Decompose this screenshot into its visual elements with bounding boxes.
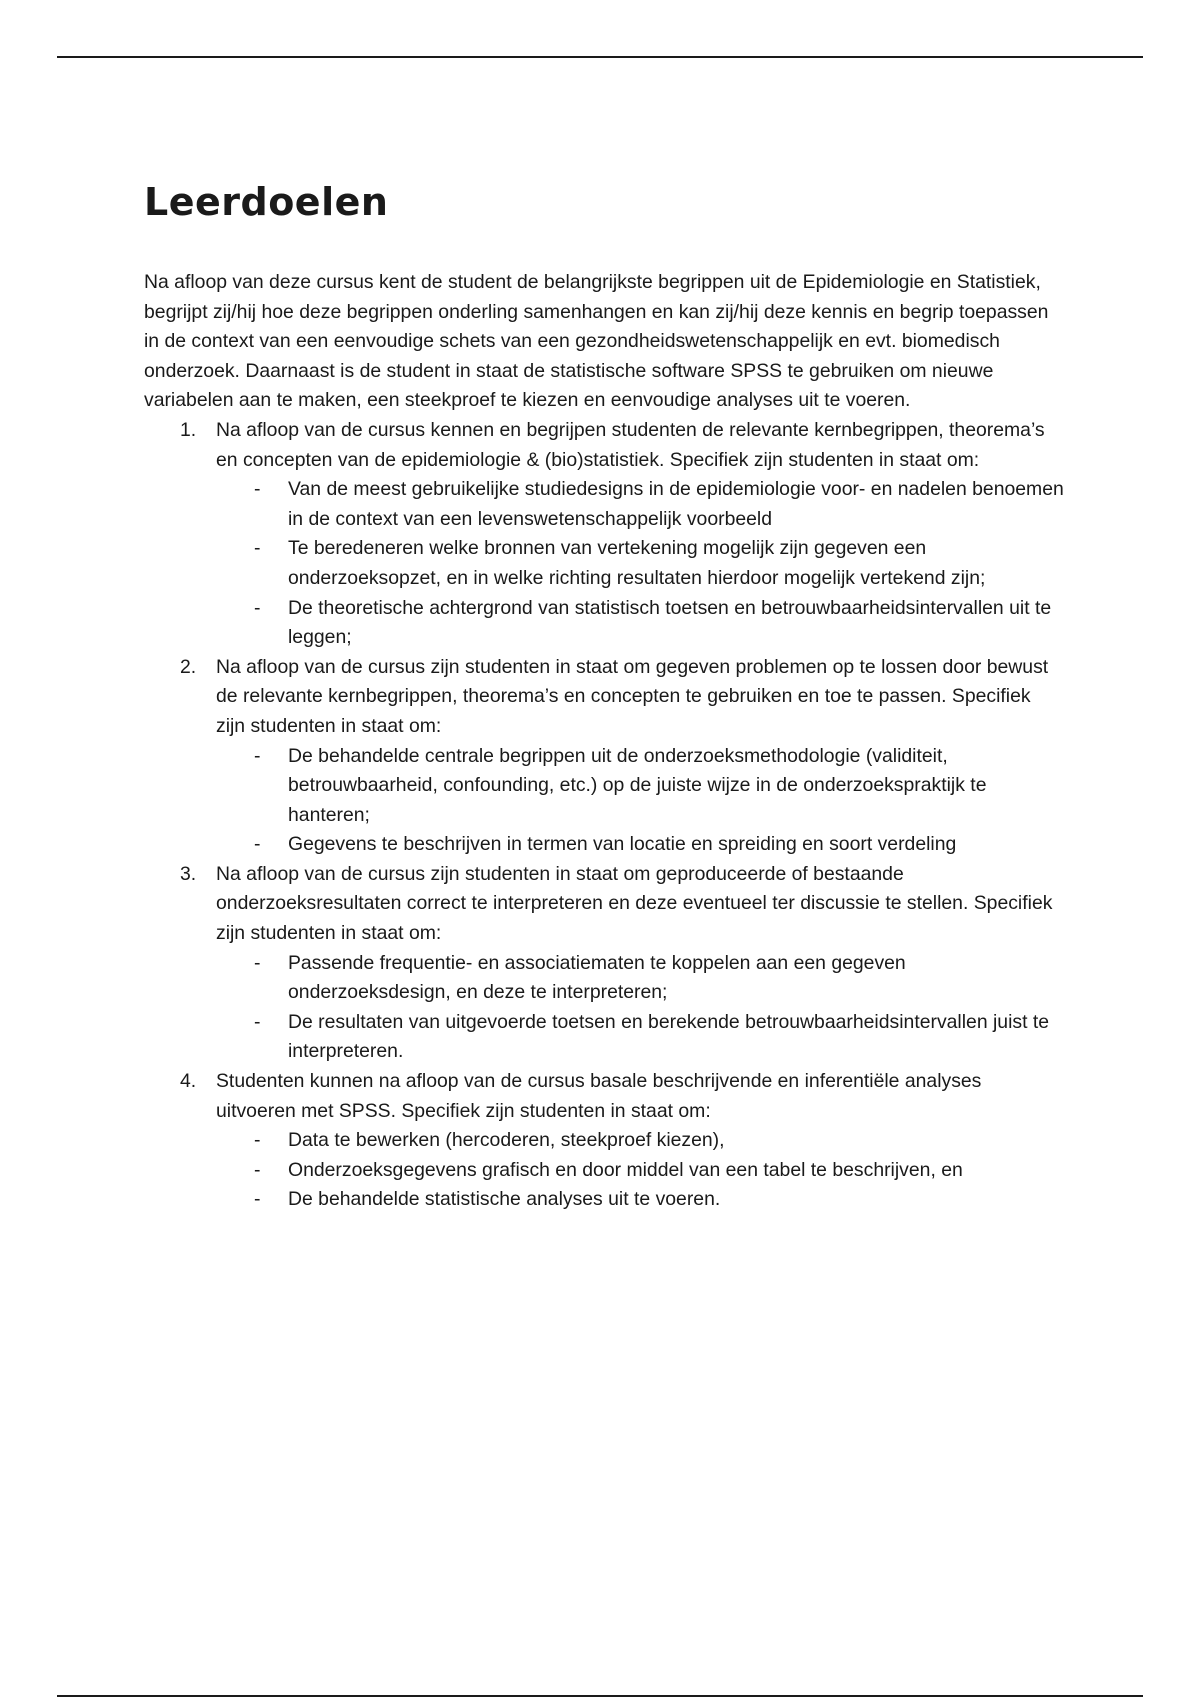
dash-bullet: - xyxy=(254,1010,261,1033)
subitem xyxy=(216,742,1064,831)
dash-bullet: - xyxy=(254,833,261,856)
dash-bullet: - xyxy=(254,744,261,767)
subitem-text: Data te bewerken (hercoderen, steekproef kiezen), xyxy=(288,1129,725,1152)
dash-bullet: - xyxy=(254,1188,261,1211)
goal-item xyxy=(144,416,1064,653)
subitem xyxy=(216,534,1064,593)
goal-number: 2. xyxy=(180,655,197,678)
dash-bullet: - xyxy=(254,596,261,619)
goal-item xyxy=(144,860,1064,1067)
dash-bullet: - xyxy=(254,478,261,501)
dash-bullet: - xyxy=(254,537,261,560)
subitem-text: Passende frequentie- en associatiematen te koppelen aan een gegeven onderzoeksdesign, en deze te interpreteren; xyxy=(288,951,906,1004)
subitem xyxy=(216,949,1064,1008)
goal-number: 3. xyxy=(180,862,197,885)
dash-bullet: - xyxy=(254,1158,261,1181)
goal-subitems xyxy=(216,949,1064,1067)
footer-rule xyxy=(57,1695,1143,1697)
learning-goals-list xyxy=(144,416,1064,1215)
subitem-text: Te beredeneren welke bronnen van vertekening mogelijk zijn gegeven een onderzoeksopzet, en in welke richting resultaten hierdoor mogelijk vertekend zijn; xyxy=(288,537,986,589)
goal-number: 1. xyxy=(180,418,197,441)
subitem-text: De resultaten van uitgevoerde toetsen en berekende betrouwbaarheidsintervallen juist te interpreteren. xyxy=(288,1010,1050,1063)
goal-text: Na afloop van de cursus zijn studenten in staat om gegeven problemen op te lossen door bewust de relevante kernbegrippen, theorema’s en concepten te gebruiken en toe te passen. Specifiek zijn studenten in staat om: xyxy=(216,655,1049,737)
subitem xyxy=(216,1126,1064,1156)
subitem-text: De theoretische achtergrond van statistisch toetsen en betrouwbaarheidsintervallen uit te leggen; xyxy=(288,596,1052,649)
goal-item xyxy=(144,1067,1064,1215)
dash-bullet: - xyxy=(254,951,261,974)
subitem-text: De behandelde statistische analyses uit te voeren. xyxy=(288,1188,721,1211)
subitem xyxy=(216,1008,1064,1067)
goal-item xyxy=(144,653,1064,860)
subitem xyxy=(216,594,1064,653)
dash-bullet: - xyxy=(254,1129,261,1152)
goal-number: 4. xyxy=(180,1070,197,1093)
subitem xyxy=(216,475,1064,534)
goal-text: Na afloop van de cursus zijn studenten in staat om geproduceerde of bestaande onderzoeksresultaten correct te interpreteren en deze eventueel ter discussie te stellen. Specifiek zijn studenten in staat om: xyxy=(216,862,1053,945)
document-body xyxy=(144,178,1064,1215)
subitem-text: Van de meest gebruikelijke studiedesigns in de epidemiologie voor- en nadelen benoemen in de context van een levenswetenschappelijk voorbeeld xyxy=(288,478,1064,530)
goal-subitems xyxy=(216,475,1064,653)
header-rule xyxy=(57,56,1143,58)
intro-paragraph: Na afloop van deze cursus kent de student de belangrijkste begrippen uit de Epidemiologie en Statistiek, begrijpt zij/hij hoe deze begrippen onderling samenhangen en kan zij/hij deze kennis en begrip toepassen in de context van een eenvoudige schets van een gezondheidswetenschappelijk en evt. biomedisch onderzoek. Daarnaast is de student in staat de statistische software SPSS te gebruiken om nieuwe variabelen aan te maken, een steekproef te kiezen en eenvoudige analyses uit te voeren. xyxy=(144,271,1049,412)
page-title: Leerdoelen xyxy=(144,180,389,224)
goal-subitems xyxy=(216,742,1064,860)
subitem xyxy=(216,1156,1064,1186)
subitem xyxy=(216,830,1064,860)
subitem-text: Gegevens te beschrijven in termen van locatie en spreiding en soort verdeling xyxy=(288,833,957,856)
goal-text: Studenten kunnen na afloop van de cursus basale beschrijvende en inferentiële analyses uitvoeren met SPSS. Specifiek zijn studenten in staat om: xyxy=(216,1070,982,1122)
goal-text: Na afloop van de cursus kennen en begrijpen studenten de relevante kernbegrippen, theorema’s en concepten van de epidemiologie & (bio)statistiek. Specifiek zijn studenten in staat om: xyxy=(216,418,1045,471)
goal-subitems xyxy=(216,1126,1064,1215)
subitem xyxy=(216,1185,1064,1215)
subitem-text: De behandelde centrale begrippen uit de onderzoeksmethodologie (validiteit, betrouwbaarheid, confounding, etc.) op de juiste wijze in de onderzoekspraktijk te hanteren; xyxy=(288,744,987,826)
subitem-text: Onderzoeksgegevens grafisch en door middel van een tabel te beschrijven, en xyxy=(288,1158,963,1181)
